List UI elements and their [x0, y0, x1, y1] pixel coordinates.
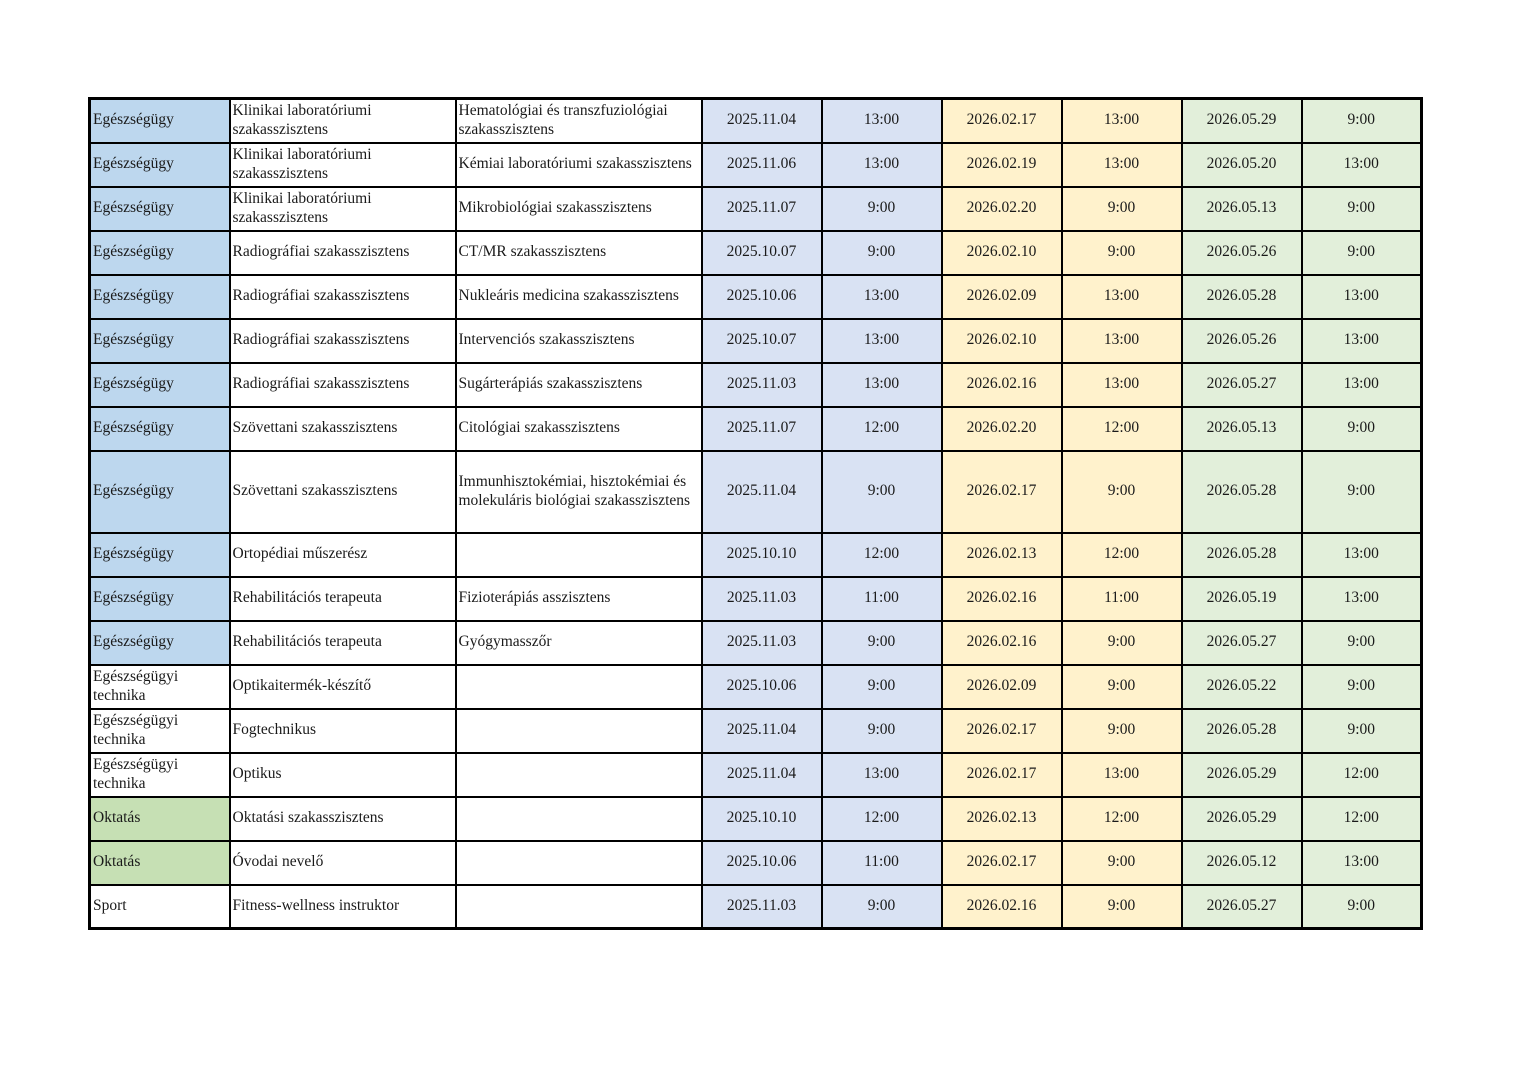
exam3-date-cell: 2026.05.12: [1182, 841, 1302, 885]
exam3-time-cell: 12:00: [1302, 797, 1422, 841]
specialization-cell: Mikrobiológiai szakasszisztens: [456, 187, 702, 231]
specialization-cell: Hematológiai és transzfuziológiai szakasszisztens: [456, 99, 702, 143]
specialization-cell: Immunhisztokémiai, hisztokémiai és molekuláris biológiai szakasszisztens: [456, 451, 702, 533]
exam1-time-cell: 12:00: [822, 533, 942, 577]
profession-cell: Klinikai laboratóriumi szakasszisztens: [230, 99, 456, 143]
exam2-time-cell: 11:00: [1062, 577, 1182, 621]
category-cell: Egészségügy: [90, 363, 230, 407]
exam1-date-cell: 2025.10.10: [702, 797, 822, 841]
profession-cell: Optikus: [230, 753, 456, 797]
exam2-time-cell: 13:00: [1062, 363, 1182, 407]
exam3-time-cell: 13:00: [1302, 577, 1422, 621]
table-row: [90, 231, 1422, 275]
exam3-time-cell: 12:00: [1302, 753, 1422, 797]
table-row: [90, 577, 1422, 621]
exam1-date-cell: 2025.11.03: [702, 885, 822, 929]
exam3-time-cell: 9:00: [1302, 187, 1422, 231]
exam3-date-cell: 2026.05.26: [1182, 231, 1302, 275]
exam3-time-cell: 9:00: [1302, 621, 1422, 665]
exam3-time-cell: 9:00: [1302, 709, 1422, 753]
table-row: [90, 407, 1422, 451]
exam1-date-cell: 2025.11.04: [702, 753, 822, 797]
exam1-time-cell: 11:00: [822, 577, 942, 621]
profession-cell: Rehabilitációs terapeuta: [230, 577, 456, 621]
category-cell: Egészségügy: [90, 407, 230, 451]
exam2-date-cell: 2026.02.17: [942, 99, 1062, 143]
profession-cell: Oktatási szakasszisztens: [230, 797, 456, 841]
exam1-date-cell: 2025.10.06: [702, 275, 822, 319]
exam1-date-cell: 2025.11.04: [702, 99, 822, 143]
profession-cell: Optikaitermék-készítő: [230, 665, 456, 709]
exam1-date-cell: 2025.10.06: [702, 841, 822, 885]
exam1-time-cell: 9:00: [822, 621, 942, 665]
specialization-cell: Fizioterápiás asszisztens: [456, 577, 702, 621]
category-cell: Egészségügy: [90, 621, 230, 665]
profession-cell: Óvodai nevelő: [230, 841, 456, 885]
exam2-time-cell: 9:00: [1062, 885, 1182, 929]
exam3-time-cell: 9:00: [1302, 231, 1422, 275]
exam2-time-cell: 13:00: [1062, 143, 1182, 187]
profession-cell: Fogtechnikus: [230, 709, 456, 753]
profession-cell: Radiográfiai szakasszisztens: [230, 231, 456, 275]
category-cell: Egészségügy: [90, 319, 230, 363]
specialization-cell: [456, 709, 702, 753]
profession-cell: Radiográfiai szakasszisztens: [230, 363, 456, 407]
exam3-time-cell: 13:00: [1302, 363, 1422, 407]
exam1-time-cell: 11:00: [822, 841, 942, 885]
specialization-cell: [456, 753, 702, 797]
exam3-time-cell: 13:00: [1302, 533, 1422, 577]
table-row: [90, 665, 1422, 709]
specialization-cell: Nukleáris medicina szakasszisztens: [456, 275, 702, 319]
exam1-date-cell: 2025.11.04: [702, 709, 822, 753]
exam2-time-cell: 13:00: [1062, 99, 1182, 143]
table-row: [90, 451, 1422, 533]
category-cell: Egészségügy: [90, 451, 230, 533]
exam1-time-cell: 9:00: [822, 885, 942, 929]
category-cell: Oktatás: [90, 797, 230, 841]
category-cell: Egészségügyi technika: [90, 753, 230, 797]
exam2-date-cell: 2026.02.13: [942, 533, 1062, 577]
exam3-date-cell: 2026.05.29: [1182, 797, 1302, 841]
exam3-date-cell: 2026.05.28: [1182, 533, 1302, 577]
exam1-date-cell: 2025.11.04: [702, 451, 822, 533]
exam2-date-cell: 2026.02.16: [942, 621, 1062, 665]
exam3-date-cell: 2026.05.26: [1182, 319, 1302, 363]
exam3-time-cell: 13:00: [1302, 841, 1422, 885]
table-row: [90, 99, 1422, 143]
category-cell: Egészségügy: [90, 231, 230, 275]
exam2-time-cell: 9:00: [1062, 451, 1182, 533]
specialization-cell: Kémiai laboratóriumi szakasszisztens: [456, 143, 702, 187]
table-row: [90, 533, 1422, 577]
exam1-time-cell: 13:00: [822, 143, 942, 187]
specialization-cell: Gyógymasszőr: [456, 621, 702, 665]
exam3-time-cell: 9:00: [1302, 885, 1422, 929]
exam3-date-cell: 2026.05.22: [1182, 665, 1302, 709]
specialization-cell: Intervenciós szakasszisztens: [456, 319, 702, 363]
exam2-date-cell: 2026.02.16: [942, 577, 1062, 621]
exam1-date-cell: 2025.11.03: [702, 621, 822, 665]
exam3-time-cell: 9:00: [1302, 99, 1422, 143]
exam1-time-cell: 9:00: [822, 187, 942, 231]
exam2-date-cell: 2026.02.10: [942, 231, 1062, 275]
exam3-date-cell: 2026.05.13: [1182, 187, 1302, 231]
exam2-date-cell: 2026.02.20: [942, 187, 1062, 231]
specialization-cell: [456, 665, 702, 709]
profession-cell: Klinikai laboratóriumi szakasszisztens: [230, 187, 456, 231]
exam2-time-cell: 9:00: [1062, 187, 1182, 231]
exam3-date-cell: 2026.05.28: [1182, 451, 1302, 533]
profession-cell: Radiográfiai szakasszisztens: [230, 275, 456, 319]
exam1-date-cell: 2025.11.03: [702, 577, 822, 621]
exam1-time-cell: 12:00: [822, 797, 942, 841]
table-row: [90, 275, 1422, 319]
exam3-date-cell: 2026.05.27: [1182, 363, 1302, 407]
exam1-time-cell: 13:00: [822, 363, 942, 407]
exam3-time-cell: 13:00: [1302, 319, 1422, 363]
exam-schedule-table: [88, 97, 1423, 930]
exam1-time-cell: 13:00: [822, 275, 942, 319]
exam2-date-cell: 2026.02.17: [942, 753, 1062, 797]
exam2-time-cell: 13:00: [1062, 319, 1182, 363]
category-cell: Egészségügy: [90, 577, 230, 621]
exam3-date-cell: 2026.05.27: [1182, 885, 1302, 929]
exam3-time-cell: 9:00: [1302, 665, 1422, 709]
table-row: [90, 187, 1422, 231]
exam2-date-cell: 2026.02.17: [942, 451, 1062, 533]
exam3-time-cell: 13:00: [1302, 275, 1422, 319]
category-cell: Egészségügyi technika: [90, 665, 230, 709]
exam2-time-cell: 9:00: [1062, 709, 1182, 753]
exam1-date-cell: 2025.11.06: [702, 143, 822, 187]
table-row: [90, 363, 1422, 407]
exam1-date-cell: 2025.10.07: [702, 231, 822, 275]
exam1-time-cell: 13:00: [822, 99, 942, 143]
exam2-time-cell: 13:00: [1062, 275, 1182, 319]
table-row: [90, 621, 1422, 665]
exam2-date-cell: 2026.02.19: [942, 143, 1062, 187]
table-row: [90, 841, 1422, 885]
exam1-time-cell: 9:00: [822, 451, 942, 533]
specialization-cell: [456, 841, 702, 885]
profession-cell: Fitness-wellness instruktor: [230, 885, 456, 929]
exam1-time-cell: 9:00: [822, 231, 942, 275]
exam2-date-cell: 2026.02.20: [942, 407, 1062, 451]
exam3-date-cell: 2026.05.29: [1182, 753, 1302, 797]
category-cell: Egészségügy: [90, 533, 230, 577]
specialization-cell: [456, 533, 702, 577]
profession-cell: Klinikai laboratóriumi szakasszisztens: [230, 143, 456, 187]
exam3-date-cell: 2026.05.19: [1182, 577, 1302, 621]
category-cell: Egészségügy: [90, 143, 230, 187]
exam2-time-cell: 9:00: [1062, 621, 1182, 665]
table-row: [90, 709, 1422, 753]
exam3-date-cell: 2026.05.20: [1182, 143, 1302, 187]
exam2-date-cell: 2026.02.09: [942, 665, 1062, 709]
table-row: [90, 797, 1422, 841]
exam2-date-cell: 2026.02.13: [942, 797, 1062, 841]
exam2-date-cell: 2026.02.16: [942, 885, 1062, 929]
specialization-cell: [456, 885, 702, 929]
exam1-time-cell: 9:00: [822, 665, 942, 709]
exam1-date-cell: 2025.11.03: [702, 363, 822, 407]
exam1-date-cell: 2025.11.07: [702, 187, 822, 231]
table-row: [90, 143, 1422, 187]
profession-cell: Szövettani szakasszisztens: [230, 407, 456, 451]
exam1-date-cell: 2025.10.10: [702, 533, 822, 577]
exam1-date-cell: 2025.10.06: [702, 665, 822, 709]
exam3-date-cell: 2026.05.13: [1182, 407, 1302, 451]
exam1-time-cell: 12:00: [822, 407, 942, 451]
exam2-date-cell: 2026.02.17: [942, 709, 1062, 753]
exam2-date-cell: 2026.02.09: [942, 275, 1062, 319]
exam2-date-cell: 2026.02.17: [942, 841, 1062, 885]
exam3-date-cell: 2026.05.27: [1182, 621, 1302, 665]
exam2-time-cell: 9:00: [1062, 665, 1182, 709]
exam2-time-cell: 12:00: [1062, 407, 1182, 451]
category-cell: Egészségügy: [90, 187, 230, 231]
category-cell: Oktatás: [90, 841, 230, 885]
profession-cell: Szövettani szakasszisztens: [230, 451, 456, 533]
exam2-time-cell: 12:00: [1062, 533, 1182, 577]
exam3-date-cell: 2026.05.28: [1182, 709, 1302, 753]
specialization-cell: [456, 797, 702, 841]
exam1-time-cell: 13:00: [822, 753, 942, 797]
profession-cell: Radiográfiai szakasszisztens: [230, 319, 456, 363]
schedule-table-body: [90, 99, 1422, 929]
profession-cell: Ortopédiai műszerész: [230, 533, 456, 577]
category-cell: Egészségügy: [90, 99, 230, 143]
exam2-time-cell: 9:00: [1062, 231, 1182, 275]
specialization-cell: Sugárterápiás szakasszisztens: [456, 363, 702, 407]
exam2-time-cell: 9:00: [1062, 841, 1182, 885]
exam1-time-cell: 13:00: [822, 319, 942, 363]
exam3-time-cell: 9:00: [1302, 451, 1422, 533]
table-row: [90, 753, 1422, 797]
exam2-date-cell: 2026.02.16: [942, 363, 1062, 407]
category-cell: Sport: [90, 885, 230, 929]
category-cell: Egészségügy: [90, 275, 230, 319]
exam2-time-cell: 13:00: [1062, 753, 1182, 797]
category-cell: Egészségügyi technika: [90, 709, 230, 753]
exam3-time-cell: 13:00: [1302, 143, 1422, 187]
exam3-time-cell: 9:00: [1302, 407, 1422, 451]
exam1-date-cell: 2025.10.07: [702, 319, 822, 363]
exam1-date-cell: 2025.11.07: [702, 407, 822, 451]
table-row: [90, 319, 1422, 363]
exam3-date-cell: 2026.05.28: [1182, 275, 1302, 319]
exam2-time-cell: 12:00: [1062, 797, 1182, 841]
specialization-cell: CT/MR szakasszisztens: [456, 231, 702, 275]
specialization-cell: Citológiai szakasszisztens: [456, 407, 702, 451]
exam1-time-cell: 9:00: [822, 709, 942, 753]
exam3-date-cell: 2026.05.29: [1182, 99, 1302, 143]
exam2-date-cell: 2026.02.10: [942, 319, 1062, 363]
table-row: [90, 885, 1422, 929]
profession-cell: Rehabilitációs terapeuta: [230, 621, 456, 665]
